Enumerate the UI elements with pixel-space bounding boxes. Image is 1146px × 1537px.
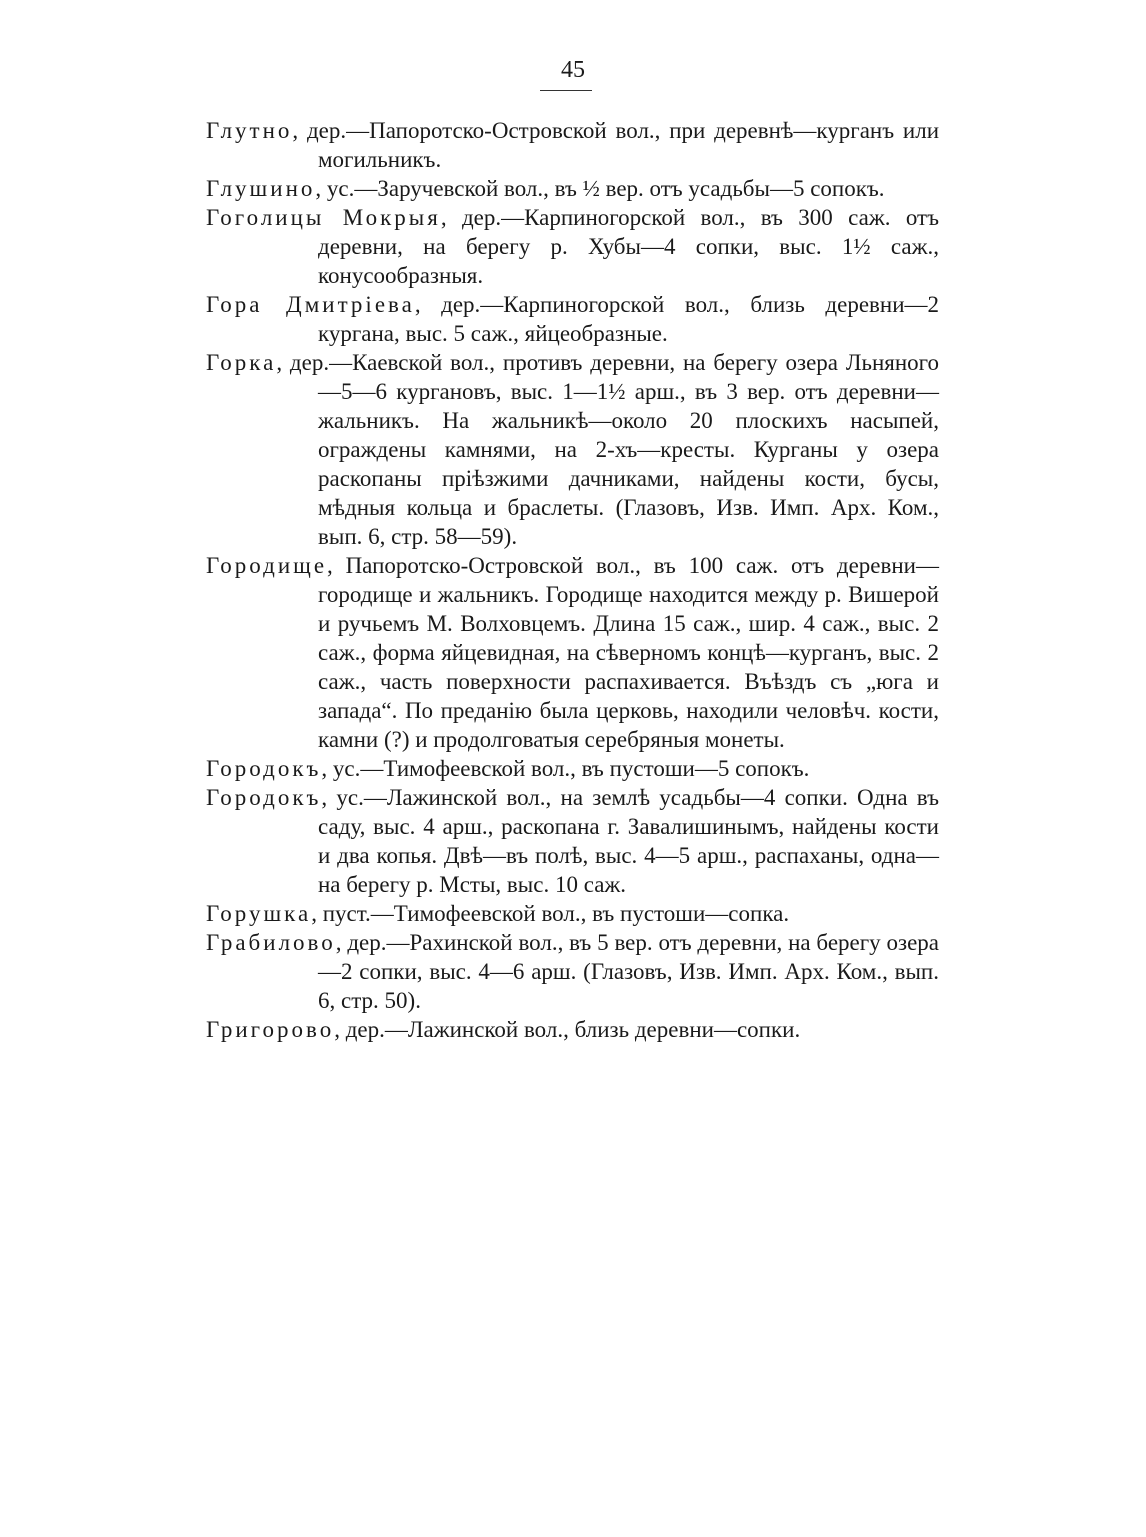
entry-heading: Городокъ <box>206 756 322 781</box>
entry-gorushka <box>206 899 939 928</box>
entry-heading: Гора Дмитріева <box>206 292 415 317</box>
entry-text: , дер.—Рахинской вол., въ 5 вер. отъ деревни, на берегу озера—2 сопки, выс. 4—6 арш. (Глазовъ, Изв. Имп. Арх. Ком., вып. 6, стр. 50). <box>318 930 939 1013</box>
entry-gorodok-2 <box>206 783 939 899</box>
entry-text: , дер.—Карпиногорской вол., близь деревни—2 кургана, выс. 5 саж., яйцеобразные. <box>318 292 940 346</box>
entry-gorodok-1 <box>206 754 939 783</box>
entry-heading: Грабилово <box>206 930 336 955</box>
entry-heading: Городокъ <box>206 785 322 810</box>
entry-text: , Папоротско-Островской вол., въ 100 саж. отъ деревни—городище и жальникъ. Городище находится между р. Вишерой и ручьемъ М. Волховцемъ. Длина 15 саж., шир. 4 саж., выс. 2 саж., форма яйцевидная, на сѣверномъ концѣ—курганъ, выс. 2 саж., часть поверхности распахивается. Въѣздъ съ „юга и запада“. По преданію была церковь, находили человѣч. кости, камни (?) и продолговатыя серебряныя монеты. <box>318 553 939 752</box>
entry-heading: Городище <box>206 553 328 578</box>
entry-text: , ус.—Тимофеевской вол., въ пустоши—5 сопокъ. <box>321 756 810 781</box>
entry-glutno <box>206 116 939 174</box>
entry-grigorovo <box>206 1015 939 1044</box>
entry-heading: Горушка <box>206 901 312 926</box>
entry-heading: Григорово <box>206 1017 335 1042</box>
page-number: 45 <box>561 57 585 83</box>
entry-gora-dmitrieva <box>206 290 939 348</box>
entry-heading: Горка <box>206 350 277 375</box>
entry-text: , дер.—Карпиногорской вол., въ 300 саж. отъ деревни, на берегу р. Хубы—4 сопки, выс. 1½ саж., конусообразныя. <box>318 205 939 288</box>
gazetteer-entries <box>206 116 939 1044</box>
entry-heading: Глутно <box>206 118 293 143</box>
entry-gorka <box>206 348 939 551</box>
entry-gogolitsy-mokryya <box>206 203 939 290</box>
entry-gorodishche <box>206 551 939 754</box>
entry-heading: Гоголицы Мокрыя <box>206 205 441 230</box>
entry-text: , дер.—Лажинской вол., близь деревни—сопки. <box>334 1017 801 1042</box>
entry-text: , пуст.—Тимофеевской вол., въ пустоши—сопка. <box>311 901 790 926</box>
entry-glushino <box>206 174 939 203</box>
entry-text: , ус.—Лажинской вол., на землѣ усадьбы—4 сопки. Одна въ саду, выс. 4 арш., раскопана г. Завалишинымъ, найдены кости и два копья. Двѣ—въ полѣ, выс. 4—5 арш., распаханы, одна—на берегу р. Мсты, выс. 10 саж. <box>318 785 939 897</box>
entry-grabilovo <box>206 928 939 1015</box>
entry-text: , ус.—Заручевской вол., въ ½ вер. отъ усадьбы—5 сопокъ. <box>315 176 885 201</box>
entry-heading: Глушино <box>206 176 316 201</box>
page-number-rule <box>540 90 592 91</box>
entry-text: , дер.—Каевской вол., противъ деревни, на берегу озера Льняного—5—6 кургановъ, выс. 1—1½ арш., въ 3 вер. отъ деревни—жальникъ. На жальникѣ—около 20 плоскихъ насыпей, ограждены камнями, на 2-хъ—кресты. Курганы у озера раскопаны пріѣзжими дачниками, найдены кости, бусы, мѣдныя кольца и браслеты. (Глазовъ, Изв. Имп. Арх. Ком., вып. 6, стр. 58—59). <box>276 350 939 549</box>
entry-text: , дер.—Папоротско-Островской вол., при деревнѣ—курганъ или могильникъ. <box>292 118 939 172</box>
